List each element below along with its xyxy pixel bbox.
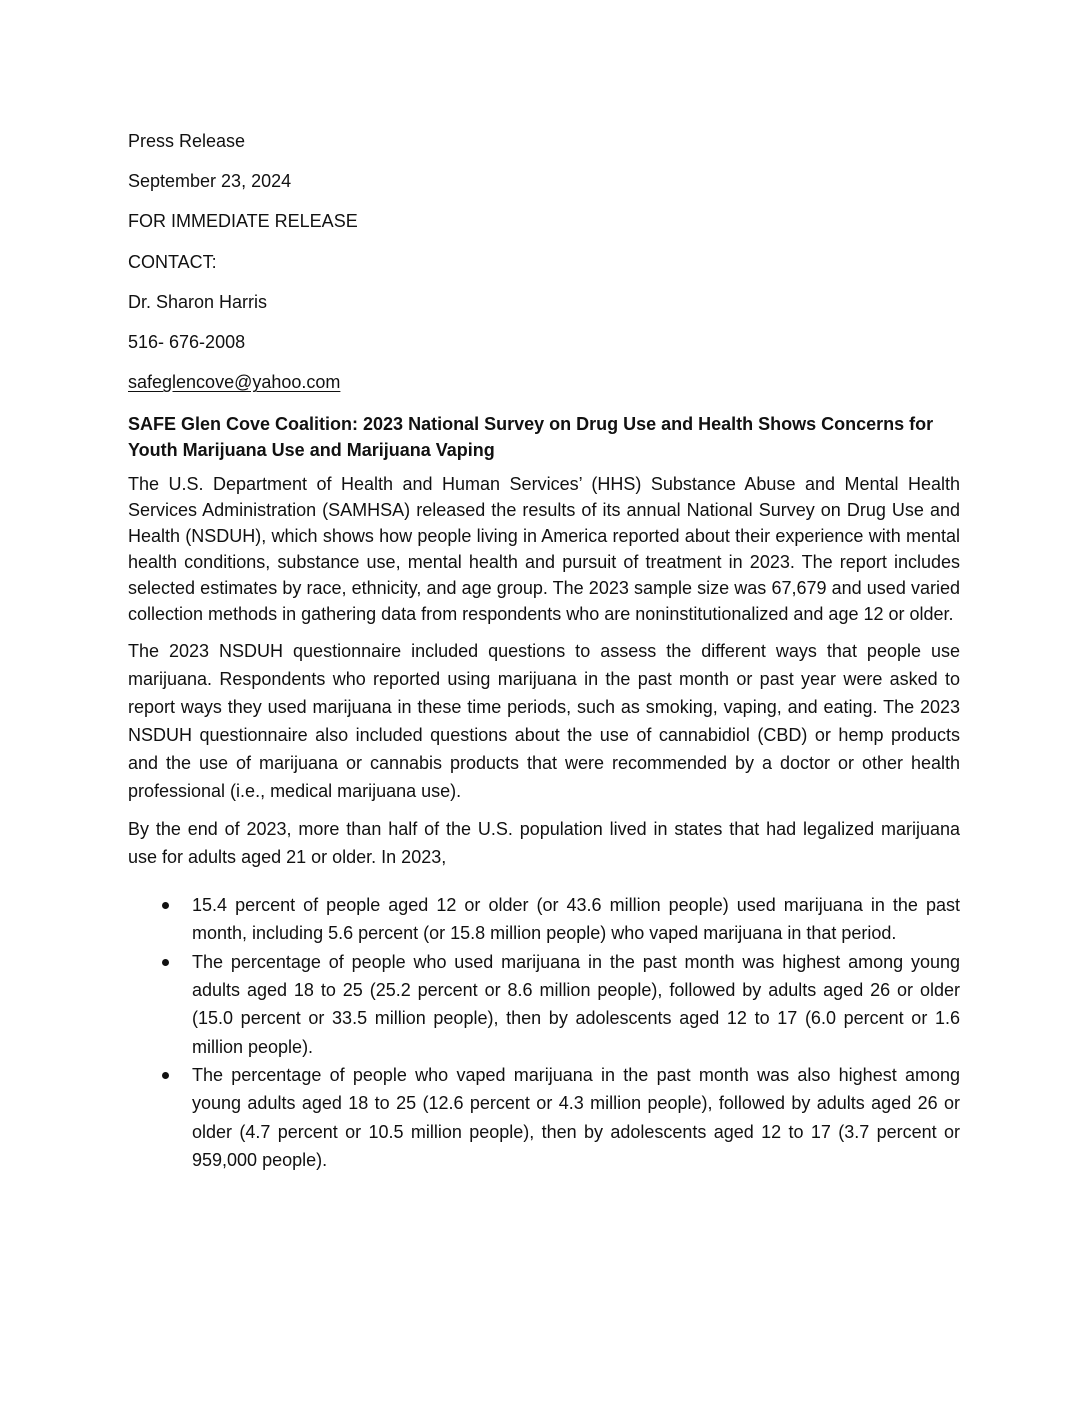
body-paragraph-1: The U.S. Department of Health and Human Services’ (HHS) Substance Abuse and Mental Health Services Administration (SAMHSA) released the results of its annual National Survey on Drug Use and Health (NSDUH), which shows how people living in America reported about their experience with mental health conditions, substance use, mental health and pursuit of treatment in 2023. The report includes selected estimates by race, ethnicity, and age group. The 2023 sample size was 67,679 and used varied collection methods in gathering data from respondents who are noninstitutionalized and age 12 or older. bbox=[128, 474, 960, 625]
bullet-text: The percentage of people who used marijuana in the past month was highest among young adults aged 18 to 25 (25.2 percent or 8.6 million people), followed by adults aged 26 or older (15.0 percent or 33.5 million people), then by adolescents aged 12 to 17 (6.0 percent or 1.6 million people). bbox=[192, 951, 960, 1057]
press-release-headline: SAFE Glen Cove Coalition: 2023 National Survey on Drug Use and Health Shows Concerns for Youth Marijuana Use and Marijuana Vaping bbox=[128, 414, 934, 461]
list-item bbox=[128, 891, 960, 948]
bullet-icon bbox=[162, 1072, 169, 1079]
body-paragraph-3: By the end of 2023, more than half of the U.S. population lived in states that had legalized marijuana use for adults aged 21 or older. In 2023, bbox=[128, 819, 960, 868]
list-item bbox=[128, 1061, 960, 1174]
bullet-text: The percentage of people who vaped marijuana in the past month was also highest among young adults aged 18 to 25 (12.6 percent or 4.3 million people), followed by adults aged 26 or older (4.7 percent or 10.5 million people), then by adolescents aged 12 to 17 (3.7 percent or 959,000 people). bbox=[192, 1064, 960, 1170]
bullet-icon bbox=[162, 902, 169, 909]
contact-email-row bbox=[128, 367, 960, 397]
contact-name: Dr. Sharon Harris bbox=[128, 291, 268, 312]
bullet-icon bbox=[162, 959, 169, 966]
bullet-text: 15.4 percent of people aged 12 or older (or 43.6 million people) used marijuana in the past month, including 5.6 percent (or 15.8 million people) who vaped marijuana in that period. bbox=[192, 895, 960, 944]
contact-phone: 516- 676-2008 bbox=[128, 331, 246, 352]
doc-type-label: Press Release bbox=[128, 131, 246, 151]
release-date: September 23, 2024 bbox=[128, 171, 292, 192]
release-note: FOR IMMEDIATE RELEASE bbox=[128, 211, 358, 232]
press-release-page bbox=[128, 126, 960, 1174]
contact-label: CONTACT: bbox=[128, 251, 217, 272]
contact-email-link[interactable]: safeglencove@yahoo.com bbox=[128, 372, 341, 393]
body-paragraph-2: The 2023 NSDUH questionnaire included questions to assess the different ways that people use marijuana. Respondents who reported using marijuana in the past month or past year were asked to report ways they used marijuana in these time periods, such as smoking, vaping, and eating. The 2023 NSDUH questionnaire also included questions about the use of cannabidiol (CBD) or hemp products and the use of marijuana or cannabis products that were recommended by a doctor or other health professional (i.e., medical marijuana use). bbox=[128, 641, 960, 802]
list-item bbox=[128, 948, 960, 1061]
statistics-bullet-list bbox=[128, 891, 960, 1174]
